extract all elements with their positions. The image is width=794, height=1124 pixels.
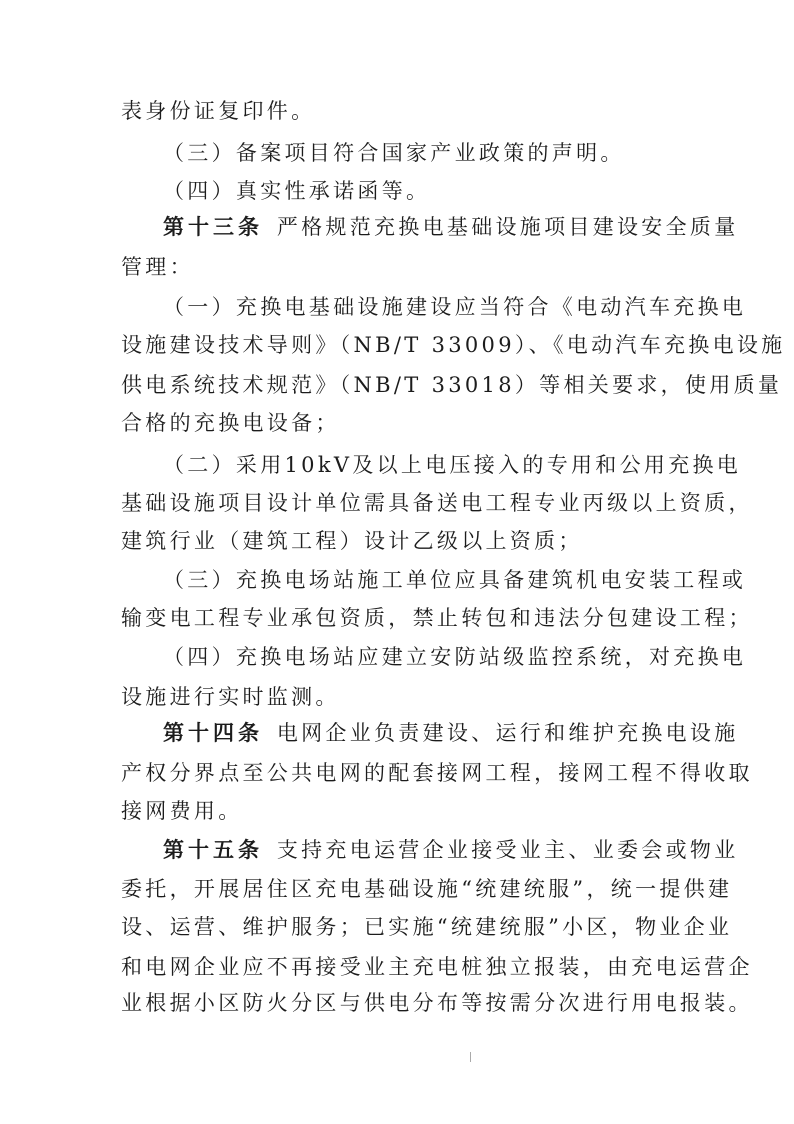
text-line: （三）备案项目符合国家产业政策的声明。 xyxy=(163,141,625,165)
text-line: 委托，开展居住区充电基础设施“统建统服”，统一提供建 xyxy=(121,877,733,901)
text-line: （四）真实性承诺函等。 xyxy=(163,179,431,203)
article-13-line xyxy=(163,214,739,240)
text-line: 合格的充换电设备； xyxy=(121,411,340,435)
article-13-heading: 第十三条 xyxy=(163,214,263,239)
text-line: 输变电工程专业承包资质，禁止转包和违法分包建设工程； xyxy=(121,606,753,630)
text-line: 业根据小区防火分区与供电分布等按需分次进行用电报装。 xyxy=(121,991,753,1015)
text-line: 接网费用。 xyxy=(121,799,243,823)
text-line: 产权分界点至公共电网的配套接网工程，接网工程不得收取 xyxy=(121,761,753,785)
text-line: 基础设施项目设计单位需具备送电工程专业丙级以上资质， xyxy=(121,491,753,515)
article-14-text: 电网企业负责建设、运行和维护充换电设施 xyxy=(276,721,739,745)
text-line: 表身份证复印件。 xyxy=(121,99,316,123)
text-line: 设施进行实时监测。 xyxy=(121,685,340,709)
article-15-text: 支持充电运营企业接受业主、业委会或物业 xyxy=(276,838,739,862)
text-line: 供电系统技术规范》（NB/T 33018）等相关要求，使用质量 xyxy=(121,373,783,397)
text-line: （二）采用10kV及以上电压接入的专用和公用充换电 xyxy=(163,453,742,477)
text-line: （一）充换电基础设施建设应当符合《电动汽车充换电 xyxy=(163,295,747,319)
text-line: 设施建设技术导则》（NB/T 33009）、《电动汽车充换电设施 xyxy=(121,333,786,357)
text-line: 和电网企业应不再接受业主充电桩独立报装，由充电运营企 xyxy=(121,955,753,979)
scan-mark xyxy=(470,1052,471,1062)
text-line: （四）充换电场站应建立安防站级监控系统，对充换电 xyxy=(163,645,747,669)
article-14-line xyxy=(163,720,739,746)
article-13-text: 严格规范充换电基础设施项目建设安全质量 xyxy=(276,215,739,239)
article-15-heading: 第十五条 xyxy=(163,837,263,862)
article-15-line xyxy=(163,837,739,863)
text-line: （三）充换电场站施工单位应具备建筑机电安装工程或 xyxy=(163,568,747,592)
text-line: 管理： xyxy=(121,255,194,279)
text-line: 设、运营、维护服务；已实施“统建统服”小区，物业企业 xyxy=(121,915,733,939)
text-line: 建筑行业（建筑工程）设计乙级以上资质； xyxy=(121,529,583,553)
article-14-heading: 第十四条 xyxy=(163,720,263,745)
